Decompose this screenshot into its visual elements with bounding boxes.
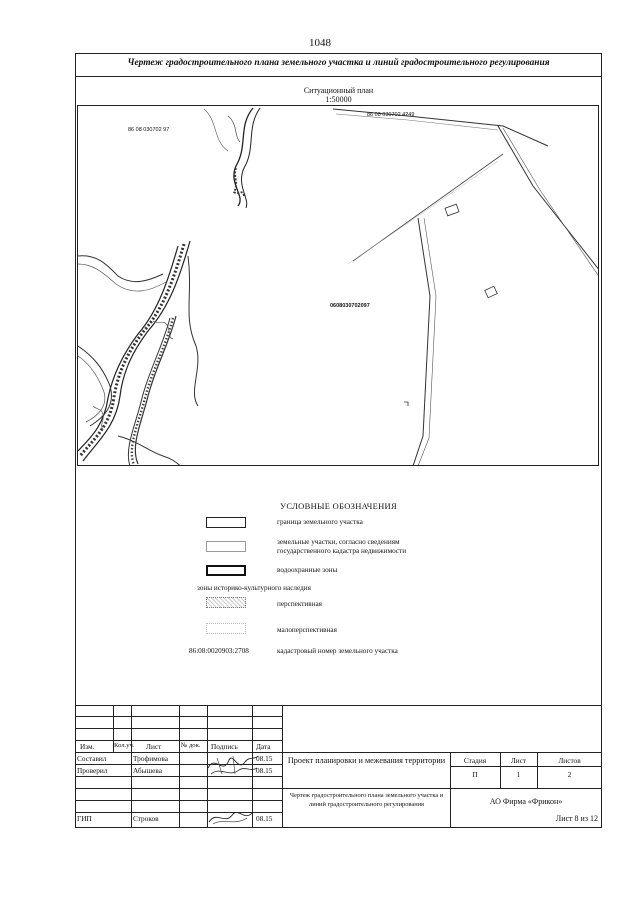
cadastral-label-west: 86 08 030702 97	[128, 127, 170, 133]
situational-map	[77, 105, 599, 466]
legend-label-boundary: граница земельного участка	[277, 518, 363, 526]
project-name: Проект планировки и межевания территории	[287, 756, 446, 765]
row-compiled-date: 08.15	[256, 754, 273, 763]
row-checked-name: Абышева	[133, 766, 162, 775]
sheet-of-total: Лист 8 из 12	[555, 814, 598, 823]
stamp-row-line	[75, 728, 282, 729]
legend-label-cadastre: земельные участки, согласно сведениям государственного кадастра недвижимости	[277, 538, 407, 555]
cadastral-label-north: 86 08 030702 4249	[367, 112, 415, 118]
stamp-row-line	[450, 766, 602, 767]
legend-swatch-low-perspective	[206, 623, 246, 634]
map-drawing	[78, 106, 599, 466]
legend-swatch-water-zone	[206, 565, 246, 576]
row-gip-name: Строков	[133, 814, 159, 823]
stamp-col-line	[179, 705, 180, 828]
sheet-header: Лист	[510, 756, 527, 765]
legend-swatch-cadastre	[206, 541, 246, 552]
drawing-title: Чертеж градостроительного плана земельного участка и линий градостроительного регулирования	[127, 58, 550, 68]
stamp-col-line	[131, 705, 132, 828]
company-name: АО Фирма «Фрикон»	[489, 797, 563, 806]
col-date: Дата	[256, 742, 271, 751]
stamp-row-line	[75, 800, 282, 801]
signature-mark	[205, 750, 260, 782]
row-compiled-role: Составил	[77, 754, 107, 763]
sheets-header: Листов	[558, 756, 581, 765]
legend-swatch-perspective	[206, 597, 246, 608]
col-signature: Подпись	[211, 742, 238, 751]
stage-header: Стадия	[463, 756, 487, 765]
row-checked-date: 08.15	[256, 766, 273, 775]
plan-scale: 1:50000	[325, 95, 352, 104]
drawing-name: Чертеж градостроительного плана земельного участка и линий градостроительного регулирования	[289, 792, 444, 808]
cadastral-label-center: 0608030702097	[330, 303, 370, 309]
col-list: Лист	[146, 742, 162, 751]
stamp-row-line	[75, 716, 282, 717]
col-izm: Изм.	[80, 742, 95, 751]
row-compiled-name: Трофимова	[133, 754, 168, 763]
stamp-top-rule	[75, 705, 602, 706]
legend-label-perspective: перспективная	[277, 600, 322, 608]
legend-cadastral-caption: кадастровый номер земельного участка	[277, 647, 398, 655]
legend-swatch-boundary	[206, 517, 246, 528]
legend-title: УСЛОВНЫЕ ОБОЗНАЧЕНИЯ	[280, 501, 397, 511]
sheet-value: 1	[516, 770, 521, 779]
row-checked-role: Проверил	[77, 766, 108, 775]
title-rule	[76, 76, 601, 77]
page-number: 1048	[309, 37, 331, 49]
col-kol-uch: Кол.уч.	[114, 742, 135, 749]
stamp-row-line	[75, 740, 282, 741]
stamp-row-line	[75, 788, 602, 789]
sheets-value: 2	[567, 770, 572, 779]
legend-label-water-zone: водоохранные зоны	[277, 566, 338, 574]
row-gip-role: ГИП	[77, 814, 92, 823]
stamp-row-line	[75, 752, 602, 753]
signature-mark	[205, 806, 260, 828]
legend-label-low-perspective: малоперспективная	[277, 626, 337, 634]
legend-zones-heading: зоны историко-культурного наследия	[197, 584, 311, 592]
plan-heading: Ситуационный план	[303, 86, 374, 95]
stage-value: П	[472, 770, 478, 779]
col-doc: № док.	[181, 742, 201, 749]
row-gip-date: 08.15	[256, 814, 273, 823]
legend-cadastral-number: 86:08:0020903:2708	[189, 647, 249, 655]
